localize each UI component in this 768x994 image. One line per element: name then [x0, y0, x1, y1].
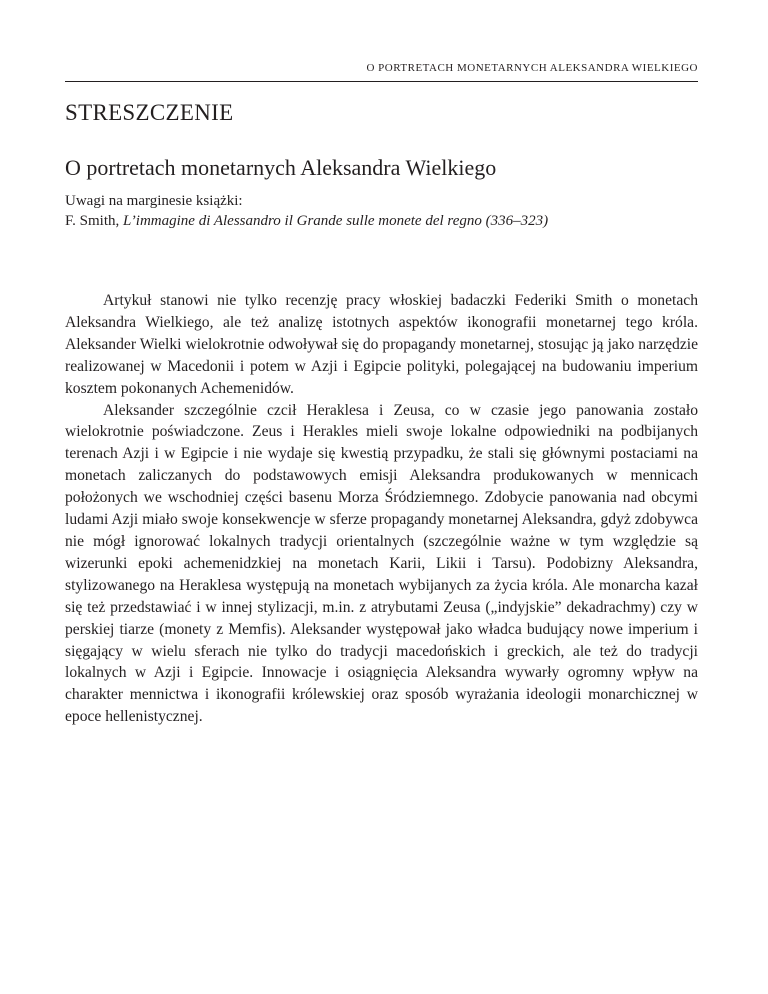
paragraph: Aleksander szczególnie czcił Heraklesa i Zeusa, co w czasie jego panowania zostało wielokrotnie poświadczone. Zeus i Herakles mieli swoje lokalne odpowiedniki na podbijanych terenach Azji i w Egipcie i nie wydaje się kwestią przypadku, że stali się głównymi postaciami na monetach zaliczanych do podstawowych emisji Aleksandra produkowanych w mennicach położonych we wschodniej części basenu Morza Śródziemnego. Zdobycie panowania nad obcymi ludami Azji miało swoje konsekwencje w sferze propagandy monetarnej Aleksandra, gdyż zdobywca nie mógł ignorować lokalnych tradycji orientalnych (szczególnie ważne w tym względzie są wizerunki epoki achemenidzkiej na monetach Karii, Likii i Tarsu). Podobizny Aleksandra, stylizowanego na Heraklesa występują na monetach wybijanych za życia króla. Ale monarcha kazał się też przedstawiać i w innej stylizacji, m.in. z atrybutami Zeusa („indyjskie” dekadrachmy) czy w perskiej tiarze (monety z Memfis). Aleksander występował jako władca budujący nowe imperium i sięgający w wielu sferach nie tylko do tradycji macedońskich i greckich, ale też do tradycji lokalnych w Azji i Egipcie. Innowacje i osiągnięcia Aleksandra wywarły ogromny wpływ na charakter mennictwa i ikonografii królewskiej oraz sposób wyrażania ideologii monarchicznej w epoce hellenistycznej. — [65, 401, 698, 726]
paragraph: Artykuł stanowi nie tylko recenzję pracy włoskiej badaczki Federiki Smith o monetach Aleksandra Wielkiego, ale też analizę istotnych aspektów ikonografii monetarnej tego króla. Aleksander Wielki wielokrotnie odwoływał się do propagandy monetarnej, stosując ją jako narzędzie realizowanej w Macedonii i potem w Azji i Egipcie polityki, polegającej na budowaniu imperium kosztem pokonanych Achemenidów. — [65, 292, 698, 397]
reviewed-book-line — [65, 211, 705, 231]
header-rule — [65, 81, 698, 82]
article-title: O portretach monetarnych Aleksandra Wielkiego — [65, 155, 497, 180]
abstract-body — [65, 290, 698, 728]
running-head: O PORTRETACH MONETARNYCH ALEKSANDRA WIELKIEGO — [366, 62, 698, 74]
section-title: STRESZCZENIE — [65, 100, 234, 125]
subtitle-block — [65, 191, 705, 231]
reviewed-book-author: F. Smith, — [65, 213, 123, 229]
reviewed-book-title: L’immagine di Alessandro il Grande sulle monete del regno (336–323) — [123, 213, 549, 229]
remarks-line: Uwagi na marginesie książki: — [65, 193, 243, 209]
